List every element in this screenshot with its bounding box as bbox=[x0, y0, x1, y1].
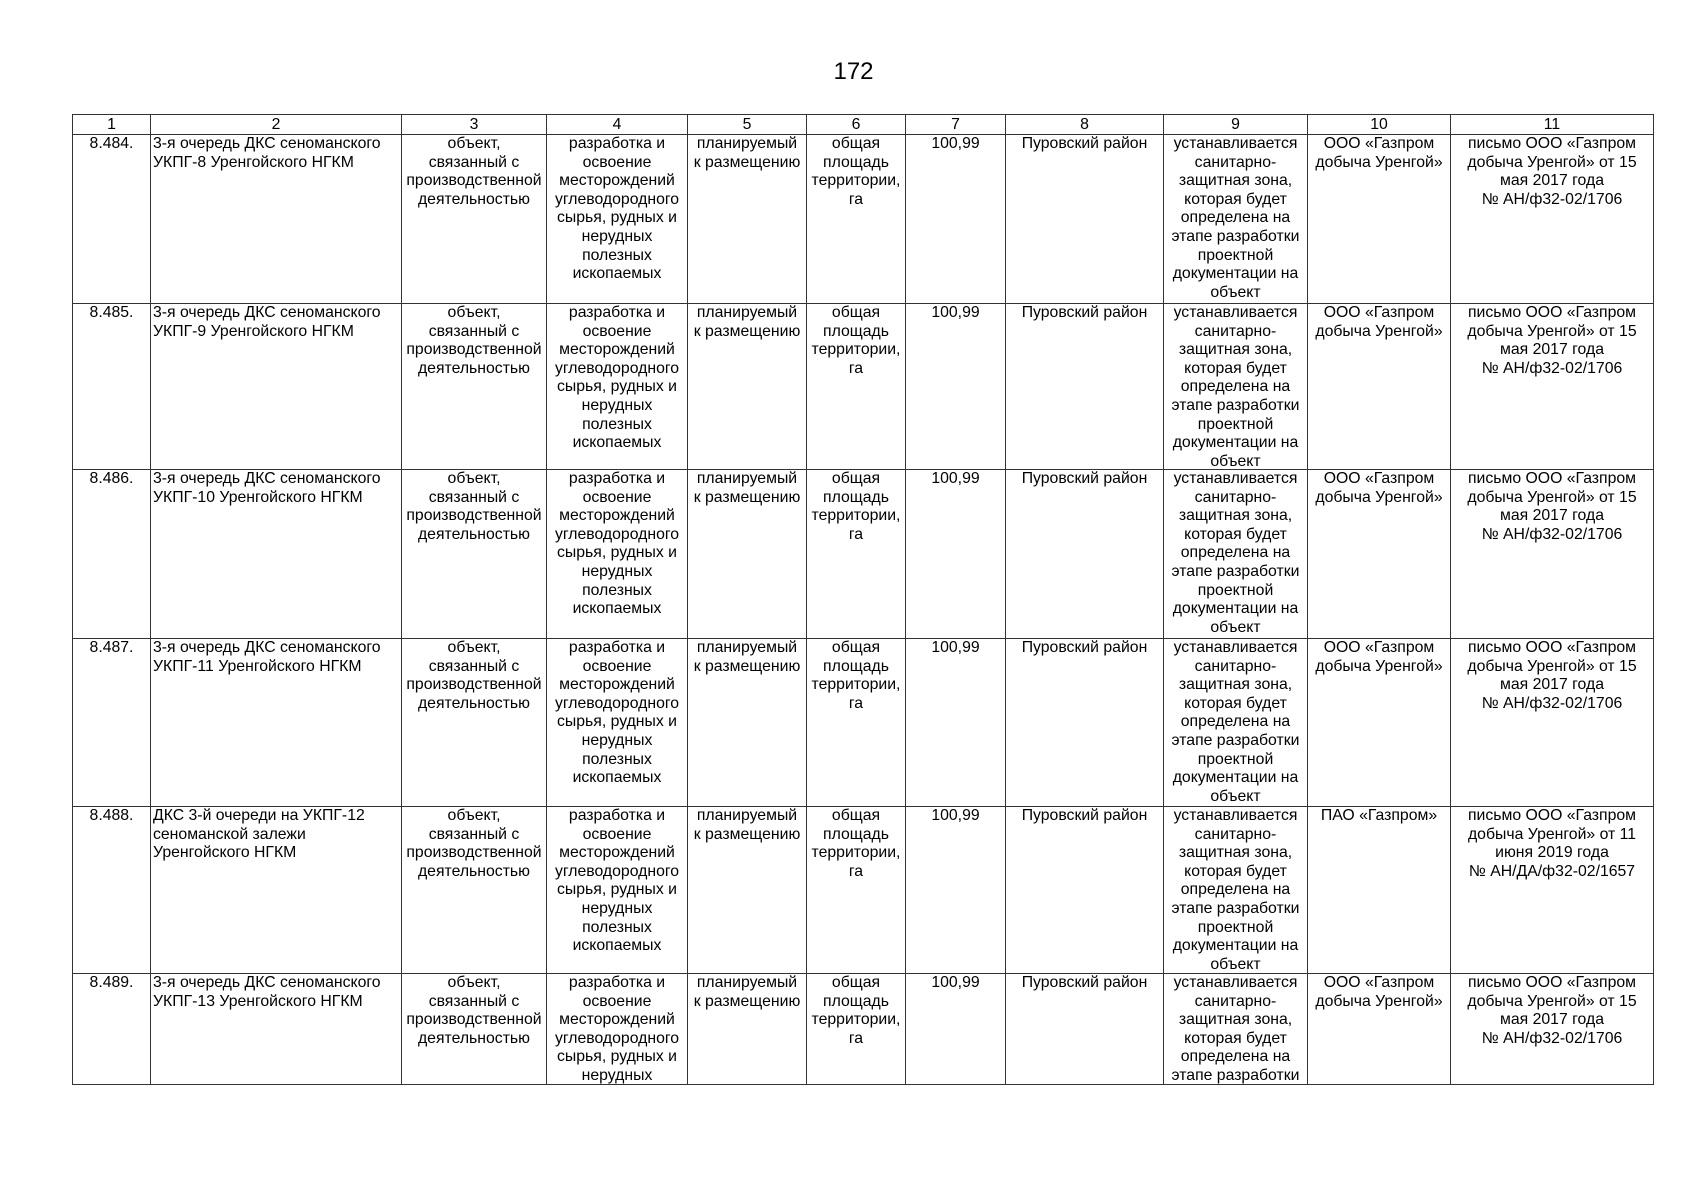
cell-location bbox=[1006, 807, 1164, 974]
cell-value bbox=[906, 974, 1006, 1085]
cell-value bbox=[906, 135, 1006, 304]
column-header-10: 10 bbox=[1308, 115, 1451, 135]
cell-text-char: общая площадь территории, га bbox=[811, 304, 901, 377]
cell-text-type: объект, связанный с производственной деятельностью bbox=[406, 304, 542, 377]
cell-zone bbox=[1164, 470, 1308, 639]
cell-text-purpose: разработка и освоение месторождений углеводородного сырья, рудных и нерудных полезных ископаемых bbox=[554, 807, 680, 955]
cell-type bbox=[402, 807, 547, 974]
cell-text-status: планируемый к размещению bbox=[693, 304, 801, 340]
cell-location bbox=[1006, 639, 1164, 807]
table-row bbox=[73, 304, 1654, 470]
cell-source bbox=[1451, 974, 1654, 1085]
cell-text-type: объект, связанный с производственной деятельностью bbox=[406, 639, 542, 712]
cell-text-source: письмо ООО «Газпром добыча Уренгой» от 11 июня 2019 года № АН/ДА/ф32-02/1657 bbox=[1467, 807, 1637, 880]
cell-name bbox=[151, 974, 402, 1085]
cell-text-zone: устанавливается санитарно- защитная зона, которая будет определена на этапе разработки проектной документации на объект bbox=[1171, 135, 1300, 301]
cell-text-status: планируемый к размещению bbox=[693, 639, 801, 675]
cell-text-owner: ООО «Газпром добыча Уренгой» bbox=[1315, 974, 1443, 1010]
cell-name bbox=[151, 807, 402, 974]
cell-text-num: 8.488. bbox=[89, 807, 134, 824]
cell-text-num: 8.486. bbox=[89, 470, 134, 487]
cell-location bbox=[1006, 470, 1164, 639]
cell-status bbox=[688, 135, 807, 304]
cell-source bbox=[1451, 639, 1654, 807]
cell-type bbox=[402, 974, 547, 1085]
cell-text-source: письмо ООО «Газпром добыча Уренгой» от 15 мая 2017 года № АН/ф32-02/1706 bbox=[1467, 639, 1637, 712]
cell-status bbox=[688, 974, 807, 1085]
cell-text-owner: ООО «Газпром добыча Уренгой» bbox=[1315, 470, 1443, 506]
cell-zone bbox=[1164, 639, 1308, 807]
cell-text-value: 100,99 bbox=[931, 974, 980, 991]
cell-name bbox=[151, 470, 402, 639]
cell-text-zone: устанавливается санитарно- защитная зона, которая будет определена на этапе разработки проектной документации на объект bbox=[1171, 470, 1300, 636]
cell-purpose bbox=[547, 135, 688, 304]
table-row bbox=[73, 974, 1654, 1085]
cell-text-char: общая площадь территории, га bbox=[811, 470, 901, 543]
cell-num bbox=[73, 135, 151, 304]
cell-zone bbox=[1164, 135, 1308, 304]
cell-value bbox=[906, 304, 1006, 470]
table-row bbox=[73, 135, 1654, 304]
cell-purpose bbox=[547, 304, 688, 470]
cell-status bbox=[688, 639, 807, 807]
cell-text-owner: ООО «Газпром добыча Уренгой» bbox=[1315, 639, 1443, 675]
cell-num bbox=[73, 639, 151, 807]
cell-text-purpose: разработка и освоение месторождений углеводородного сырья, рудных и нерудных полезных ископаемых bbox=[554, 304, 680, 452]
cell-type bbox=[402, 304, 547, 470]
cell-num bbox=[73, 974, 151, 1085]
cell-status bbox=[688, 807, 807, 974]
cell-text-name: 3-я очередь ДКС сеноманского УКПГ-9 Уренгойского НГКМ bbox=[153, 304, 381, 340]
cell-text-type: объект, связанный с производственной деятельностью bbox=[406, 470, 542, 543]
cell-num bbox=[73, 807, 151, 974]
page-number: 172 bbox=[833, 58, 874, 85]
cell-char bbox=[807, 470, 906, 639]
cell-text-source: письмо ООО «Газпром добыча Уренгой» от 15 мая 2017 года № АН/ф32-02/1706 bbox=[1467, 304, 1637, 377]
cell-owner bbox=[1308, 974, 1451, 1085]
column-header-11: 11 bbox=[1451, 115, 1654, 135]
cell-source bbox=[1451, 470, 1654, 639]
cell-value bbox=[906, 639, 1006, 807]
cell-text-purpose: разработка и освоение месторождений углеводородного сырья, рудных и нерудных полезных ископаемых bbox=[554, 470, 680, 618]
cell-text-value: 100,99 bbox=[931, 135, 980, 152]
cell-text-char: общая площадь территории, га bbox=[811, 974, 901, 1047]
cell-text-zone: устанавливается санитарно- защитная зона, которая будет определена на этапе разработки bbox=[1171, 974, 1300, 1084]
cell-owner bbox=[1308, 135, 1451, 304]
cell-char bbox=[807, 304, 906, 470]
cell-text-source: письмо ООО «Газпром добыча Уренгой» от 15 мая 2017 года № АН/ф32-02/1706 bbox=[1467, 470, 1637, 543]
cell-text-status: планируемый к размещению bbox=[693, 470, 801, 506]
cell-text-type: объект, связанный с производственной деятельностью bbox=[406, 807, 542, 880]
cell-owner bbox=[1308, 639, 1451, 807]
cell-text-char: общая площадь территории, га bbox=[811, 135, 901, 208]
cell-text-num: 8.489. bbox=[89, 974, 134, 991]
cell-text-purpose: разработка и освоение месторождений углеводородного сырья, рудных и нерудных полезных ископаемых bbox=[554, 639, 680, 787]
cell-owner bbox=[1308, 470, 1451, 639]
cell-name bbox=[151, 304, 402, 470]
cell-text-type: объект, связанный с производственной деятельностью bbox=[406, 135, 542, 208]
cell-text-status: планируемый к размещению bbox=[693, 974, 801, 1010]
cell-text-location: Пуровский район bbox=[1021, 974, 1148, 991]
cell-owner bbox=[1308, 304, 1451, 470]
cell-location bbox=[1006, 135, 1164, 304]
cell-char bbox=[807, 135, 906, 304]
column-header-4: 4 bbox=[547, 115, 688, 135]
cell-text-type: объект, связанный с производственной деятельностью bbox=[406, 974, 542, 1047]
cell-zone bbox=[1164, 974, 1308, 1085]
table-row bbox=[73, 470, 1654, 639]
cell-text-name: 3-я очередь ДКС сеноманского УКПГ-11 Уренгойского НГКМ bbox=[153, 639, 381, 675]
cell-text-source: письмо ООО «Газпром добыча Уренгой» от 15 мая 2017 года № АН/ф32-02/1706 bbox=[1467, 974, 1637, 1047]
column-header-6: 6 bbox=[807, 115, 906, 135]
objects-table bbox=[72, 114, 1654, 1085]
cell-text-value: 100,99 bbox=[931, 470, 980, 487]
cell-value bbox=[906, 470, 1006, 639]
cell-text-owner: ПАО «Газпром» bbox=[1320, 807, 1438, 824]
cell-text-char: общая площадь территории, га bbox=[811, 807, 901, 880]
cell-text-value: 100,99 bbox=[931, 807, 980, 824]
cell-text-source: письмо ООО «Газпром добыча Уренгой» от 15 мая 2017 года № АН/ф32-02/1706 bbox=[1467, 135, 1637, 208]
cell-zone bbox=[1164, 304, 1308, 470]
cell-purpose bbox=[547, 639, 688, 807]
cell-num bbox=[73, 304, 151, 470]
header-row bbox=[73, 115, 1654, 135]
cell-text-owner: ООО «Газпром добыча Уренгой» bbox=[1315, 304, 1443, 340]
cell-text-location: Пуровский район bbox=[1021, 135, 1148, 152]
cell-text-location: Пуровский район bbox=[1021, 470, 1148, 487]
cell-status bbox=[688, 304, 807, 470]
cell-text-char: общая площадь территории, га bbox=[811, 639, 901, 712]
cell-char bbox=[807, 974, 906, 1085]
column-header-5: 5 bbox=[688, 115, 807, 135]
cell-purpose bbox=[547, 470, 688, 639]
column-header-3: 3 bbox=[402, 115, 547, 135]
cell-text-zone: устанавливается санитарно- защитная зона, которая будет определена на этапе разработки проектной документации на объект bbox=[1171, 807, 1300, 973]
cell-text-owner: ООО «Газпром добыча Уренгой» bbox=[1315, 135, 1443, 171]
cell-text-num: 8.484. bbox=[89, 135, 134, 152]
cell-text-status: планируемый к размещению bbox=[693, 135, 801, 171]
cell-char bbox=[807, 807, 906, 974]
cell-name bbox=[151, 639, 402, 807]
table-row bbox=[73, 807, 1654, 974]
cell-text-status: планируемый к размещению bbox=[693, 807, 801, 843]
cell-name bbox=[151, 135, 402, 304]
cell-source bbox=[1451, 807, 1654, 974]
column-header-7: 7 bbox=[906, 115, 1006, 135]
column-header-8: 8 bbox=[1006, 115, 1164, 135]
column-header-2: 2 bbox=[151, 115, 402, 135]
cell-type bbox=[402, 470, 547, 639]
cell-text-location: Пуровский район bbox=[1021, 639, 1148, 656]
cell-text-value: 100,99 bbox=[931, 304, 980, 321]
column-header-1: 1 bbox=[73, 115, 151, 135]
cell-text-location: Пуровский район bbox=[1021, 807, 1148, 824]
cell-text-zone: устанавливается санитарно- защитная зона, которая будет определена на этапе разработки проектной документации на объект bbox=[1171, 304, 1300, 469]
cell-text-name: 3-я очередь ДКС сеноманского УКПГ-8 Уренгойского НГКМ bbox=[153, 135, 381, 171]
cell-type bbox=[402, 135, 547, 304]
cell-source bbox=[1451, 304, 1654, 470]
cell-text-name: 3-я очередь ДКС сеноманского УКПГ-10 Уренгойского НГКМ bbox=[153, 470, 381, 506]
cell-text-zone: устанавливается санитарно- защитная зона, которая будет определена на этапе разработки проектной документации на объект bbox=[1171, 639, 1300, 805]
cell-char bbox=[807, 639, 906, 807]
cell-purpose bbox=[547, 974, 688, 1085]
cell-type bbox=[402, 639, 547, 807]
cell-text-name: ДКС 3-й очереди на УКПГ-12 сеноманской залежи Уренгойского НГКМ bbox=[153, 807, 365, 862]
cell-num bbox=[73, 470, 151, 639]
cell-text-purpose: разработка и освоение месторождений углеводородного сырья, рудных и нерудных полезных ископаемых bbox=[554, 135, 680, 283]
cell-text-value: 100,99 bbox=[931, 639, 980, 656]
cell-text-purpose: разработка и освоение месторождений углеводородного сырья, рудных и нерудных bbox=[554, 974, 680, 1084]
cell-text-location: Пуровский район bbox=[1021, 304, 1148, 321]
cell-source bbox=[1451, 135, 1654, 304]
cell-text-name: 3-я очередь ДКС сеноманского УКПГ-13 Уренгойского НГКМ bbox=[153, 974, 381, 1010]
cell-owner bbox=[1308, 807, 1451, 974]
column-header-9: 9 bbox=[1164, 115, 1308, 135]
table-row bbox=[73, 639, 1654, 807]
cell-zone bbox=[1164, 807, 1308, 974]
cell-text-num: 8.485. bbox=[89, 304, 134, 321]
cell-purpose bbox=[547, 807, 688, 974]
cell-text-num: 8.487. bbox=[89, 639, 134, 656]
cell-location bbox=[1006, 304, 1164, 470]
cell-status bbox=[688, 470, 807, 639]
cell-location bbox=[1006, 974, 1164, 1085]
cell-value bbox=[906, 807, 1006, 974]
